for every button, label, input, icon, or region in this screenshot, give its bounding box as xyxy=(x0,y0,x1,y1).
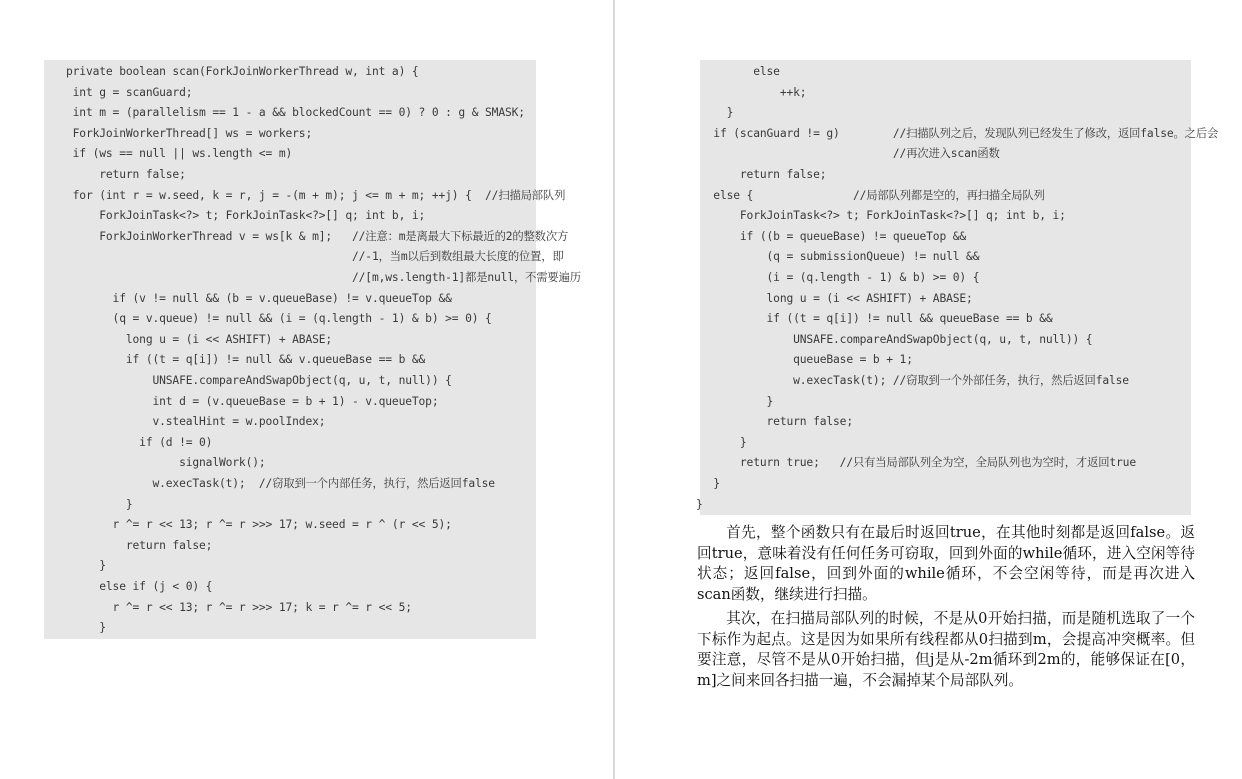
code-line: else if (j < 0) { xyxy=(66,580,213,593)
code-line: //-1，当m以后到数组最大长度的位置，即 xyxy=(66,250,564,264)
code-line: r ^= r << 13; r ^= r >>> 17; w.seed = r ^ (r << 5); xyxy=(66,518,452,532)
code-line: v.stealHint = w.poolIndex; xyxy=(66,415,326,429)
code-line: } xyxy=(700,394,774,408)
code-line: ++k; xyxy=(700,85,807,99)
code-line: else xyxy=(700,65,780,78)
code-line: private boolean scan(ForkJoinWorkerThread w, int a) { xyxy=(66,65,419,78)
code-line: (q = v.queue) != null && (i = (q.length - 1) & b) >= 0) { xyxy=(66,312,492,326)
code-line: ForkJoinTask<?> t; ForkJoinTask<?>[] q; int b, i; xyxy=(66,209,426,223)
code-line: long u = (i << ASHIFT) + ABASE; xyxy=(700,291,973,305)
code-line: int g = scanGuard; xyxy=(66,85,193,99)
code-line: } xyxy=(66,621,106,635)
code-line: r ^= r << 13; r ^= r >>> 17; k = r ^= r << 5; xyxy=(66,600,412,614)
code-line: return true; //只有当局部队列全为空，全局队列也为空时，才返回true xyxy=(700,456,1136,470)
code-line: queueBase = b + 1; xyxy=(700,353,913,367)
code-line: ForkJoinTask<?> t; ForkJoinTask<?>[] q; int b, i; xyxy=(700,209,1066,223)
code-line: (q = submissionQueue) != null && xyxy=(700,250,980,264)
code-line: if ((b = queueBase) != queueTop && xyxy=(700,229,967,243)
code-line: } xyxy=(700,435,747,449)
code-line: int d = (v.queueBase = b + 1) - v.queueTop; xyxy=(66,394,439,408)
paragraph-2: 其次，在扫描局部队列的时候，不是从0开始扫描，而是随机选取了一个下标作为起点。这是因为如果所有线程都从0扫描到m，会提高冲突概率。但要注意，尽管不是从0开始扫描，但j是从-2m循环到2m的，能够保证在[0，m]之间来回各扫描一遍，不会漏掉某个局部队列。 xyxy=(697,610,1195,689)
code-line: ForkJoinWorkerThread v = ws[k & m]; //注意：m是离最大下标最近的2的整数次方 xyxy=(66,229,569,243)
code-line: } xyxy=(66,559,106,573)
code-line: UNSAFE.compareAndSwapObject(q, u, t, null)) { xyxy=(700,332,1093,346)
code-line: } xyxy=(66,497,133,511)
code-line: if (scanGuard != g) //扫描队列之后，发现队列已经发生了修改，返回false。之后会 xyxy=(700,126,1219,140)
code-line: //再次进入scan函数 xyxy=(700,147,1000,161)
code-line: } xyxy=(700,477,720,490)
code-line: return false; xyxy=(700,168,827,181)
code-line: if (v != null && (b = v.queueBase) != v.queueTop && xyxy=(66,291,452,305)
code-line: if ((t = q[i]) != null && queueBase == b && xyxy=(700,312,1053,326)
code-line: signalWork(); xyxy=(66,456,266,470)
code-line: return false; xyxy=(66,538,213,552)
code-line: long u = (i << ASHIFT) + ABASE; xyxy=(66,332,333,346)
code-line: (i = (q.length - 1) & b) >= 0) { xyxy=(700,271,980,284)
code-line: if (ws == null || ws.length <= m) xyxy=(66,147,293,161)
code-line: } xyxy=(696,497,703,511)
code-line: if ((t = q[i]) != null && v.queueBase == b && xyxy=(66,353,426,367)
code-line: return false; xyxy=(700,415,853,429)
code-line: else { //局部队列都是空的，再扫描全局队列 xyxy=(700,188,1045,202)
right-page xyxy=(615,0,1242,779)
code-line: w.execTask(t); //窃取到一个外部任务，执行，然后返回false xyxy=(700,374,1129,387)
code-line: if (d != 0) xyxy=(66,435,213,449)
code-line: //[m,ws.length-1]都是null，不需要遍历 xyxy=(66,271,581,284)
left-page xyxy=(0,0,613,779)
code-line: int m = (parallelism == 1 - a && blockedCount == 0) ? 0 : g & SMASK; xyxy=(66,106,525,120)
code-line: UNSAFE.compareAndSwapObject(q, u, t, null)) { xyxy=(66,374,452,387)
code-line: } xyxy=(700,106,734,120)
code-line: w.execTask(t); //窃取到一个内部任务，执行，然后返回false xyxy=(66,477,495,490)
code-line: for (int r = w.seed, k = r, j = -(m + m); j <= m + m; ++j) { //扫描局部队列 xyxy=(66,188,566,202)
code-line: return false; xyxy=(66,168,186,181)
code-listing-right xyxy=(696,60,1219,515)
code-line: ForkJoinWorkerThread[] ws = workers; xyxy=(66,126,313,140)
paragraph-1: 首先，整个函数只有在最后时返回true，在其他时刻都是返回false。返回true，意味着没有任何任务可窃取，回到外面的while循环，进入空闲等待状态；返回false，回到外面的while循环，不会空闲等待，而是再次进入scan函数，继续进行扫描。 xyxy=(697,524,1195,603)
code-listing-left xyxy=(44,60,581,639)
